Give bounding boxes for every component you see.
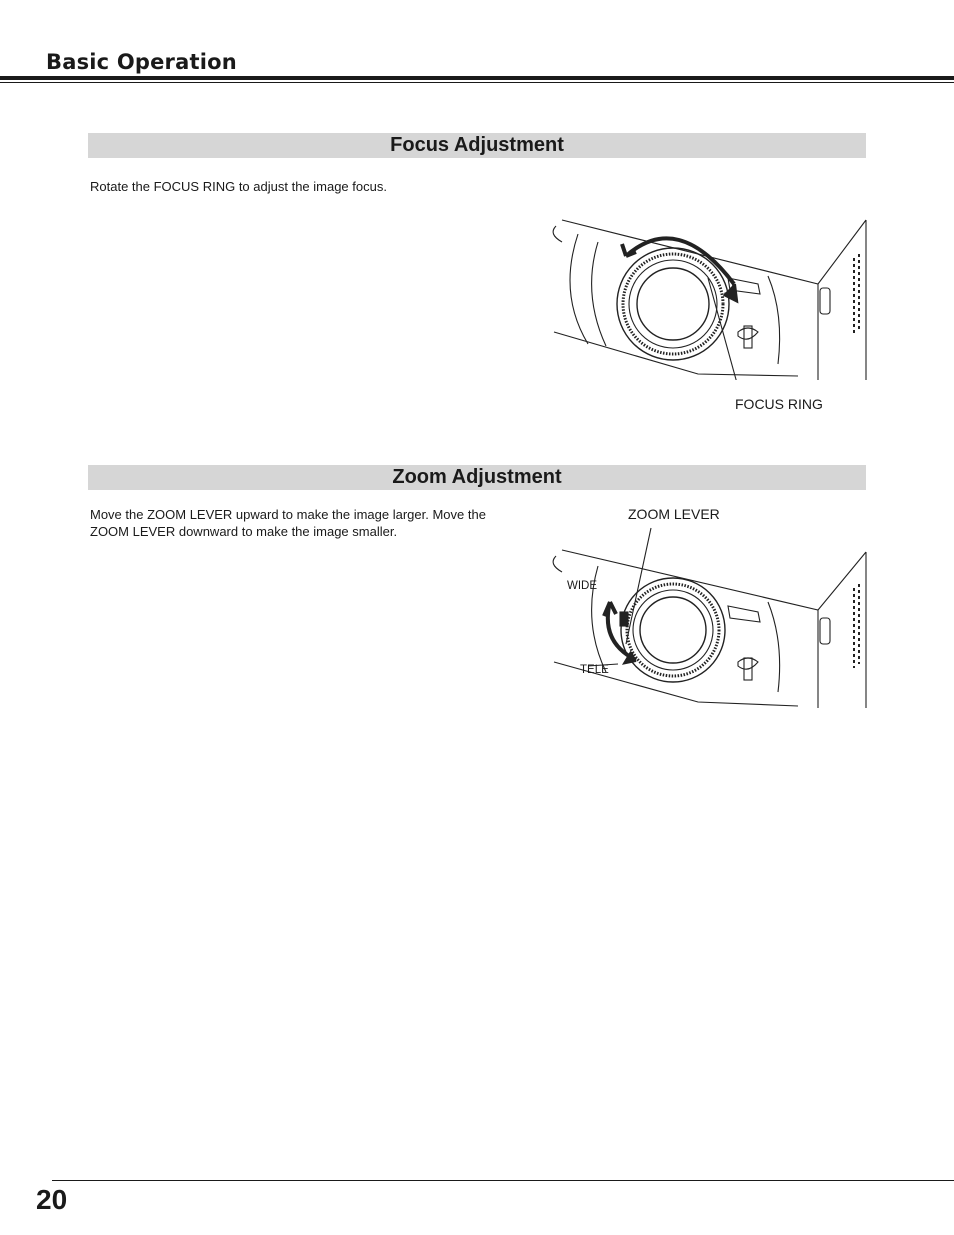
zoom-lever-label: ZOOM LEVER [628, 506, 720, 522]
focus-ring-illustration [548, 214, 868, 380]
zoom-section-title: Zoom Adjustment [88, 465, 866, 490]
zoom-instruction-line2: ZOOM LEVER downward to make the image smaller. [90, 524, 398, 539]
focus-instruction: Rotate the FOCUS RING to adjust the image focus. [90, 179, 387, 194]
focus-ring-label: FOCUS RING [735, 396, 823, 412]
wide-label: WIDE [567, 580, 598, 592]
chapter-title: Basic Operation [46, 50, 237, 74]
header-rule-thin [0, 82, 954, 83]
zoom-instruction-line1: Move the ZOOM LEVER upward to make the image larger. Move the [90, 507, 486, 522]
zoom-lever-illustration [548, 522, 868, 708]
tele-label: TELE [580, 664, 609, 676]
focus-section-title: Focus Adjustment [88, 133, 866, 158]
page-number: 20 [36, 1184, 68, 1215]
footer-rule [52, 1180, 954, 1181]
header-rule [0, 76, 954, 80]
